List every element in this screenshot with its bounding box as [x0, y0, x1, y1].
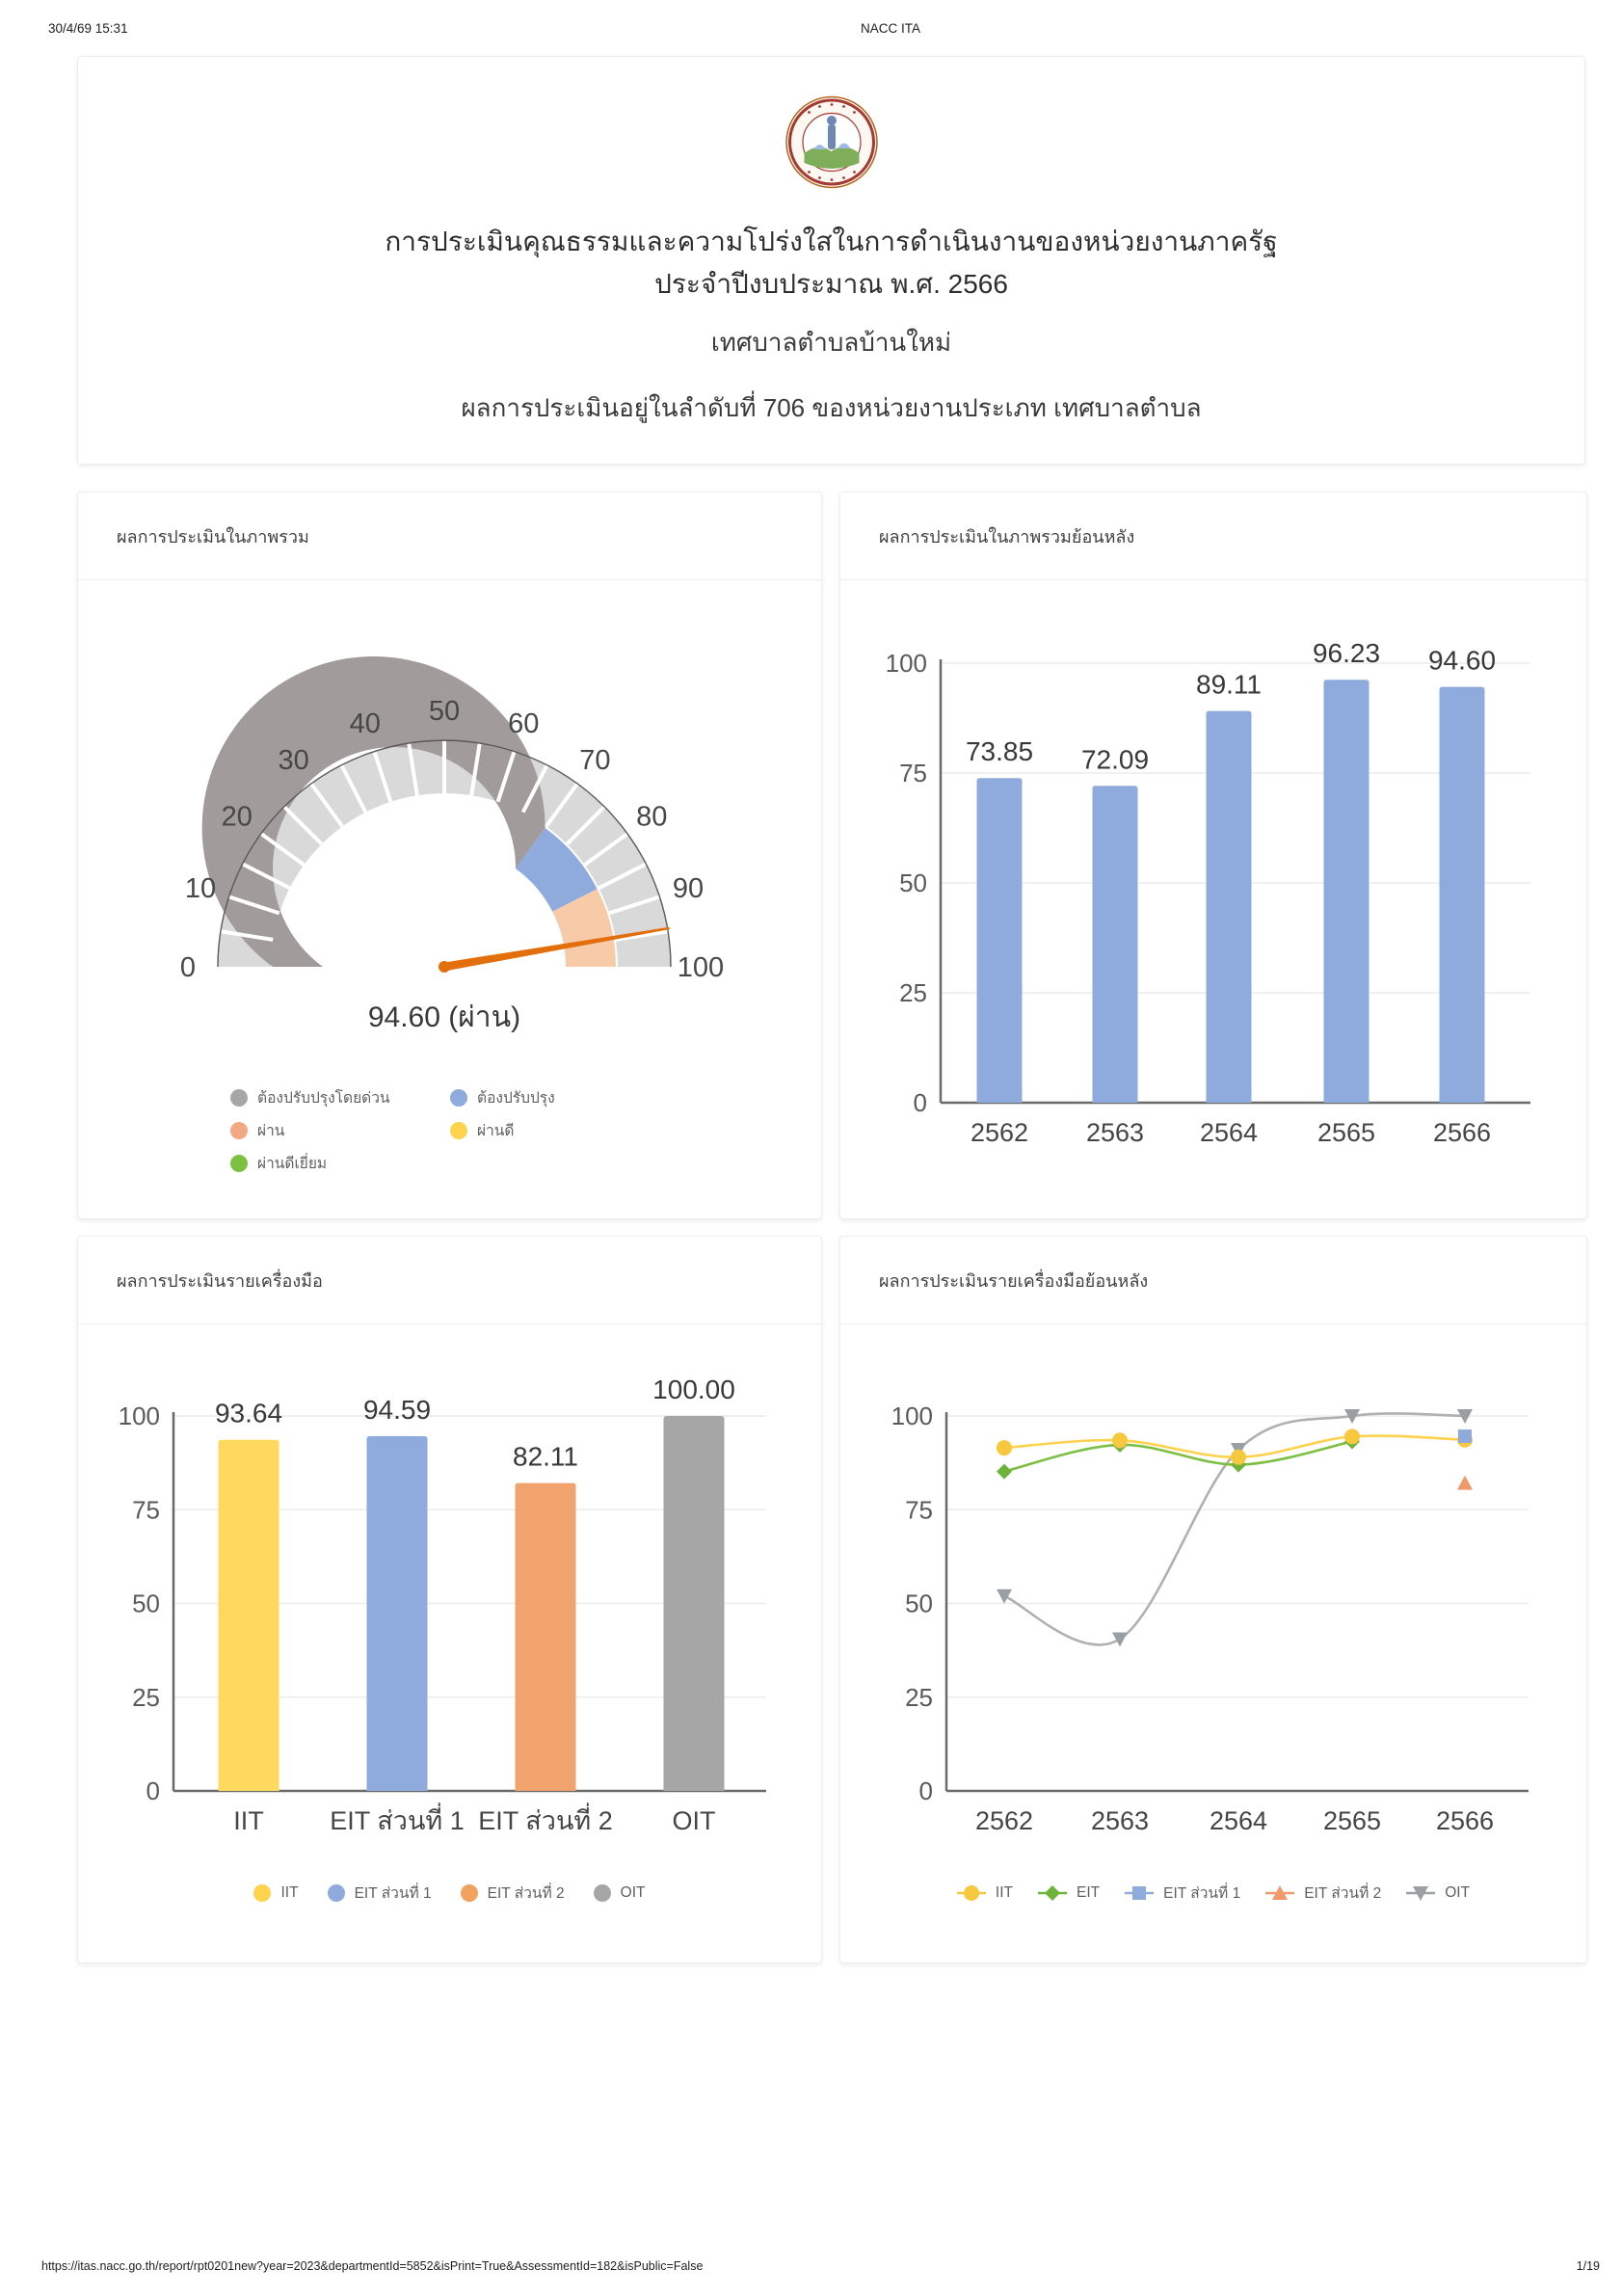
legend-label: EIT ส่วนที่ 2 — [487, 1885, 565, 1902]
x-category-label: 2565 — [1322, 1806, 1382, 1835]
legend-item — [1038, 1884, 1100, 1902]
bar-2563 — [1093, 786, 1138, 1103]
marker-EIT — [997, 1464, 1012, 1480]
legend-dot-icon — [230, 1089, 248, 1107]
panel-tools-result — [77, 1236, 822, 1963]
legend-dot-icon — [230, 1155, 248, 1172]
legend-label: EIT — [1077, 1883, 1101, 1901]
tools-history-line-chart — [840, 1325, 1586, 1962]
panel-tools-history — [839, 1236, 1587, 1963]
bar-2562 — [977, 778, 1023, 1103]
overall-history-bar-chart — [840, 581, 1586, 1218]
square-legend-glyph — [1132, 1886, 1146, 1900]
legend-label: IIT — [995, 1883, 1014, 1901]
legend-item — [1406, 1884, 1470, 1902]
y-tick-label: 100 — [885, 649, 927, 678]
gauge-scale-label: 80 — [636, 801, 668, 833]
bar-value-label: 72.09 — [1080, 744, 1150, 775]
legend-dot-icon — [450, 1089, 467, 1107]
y-tick-label: 25 — [905, 1682, 933, 1712]
assessment-title-line1: การประเมินคุณธรรมและความโปร่งใสในการดำเนินงานของหน่วยงานภาครัฐ — [385, 227, 1278, 256]
y-tick-label: 75 — [899, 759, 927, 788]
x-category-label: 2563 — [1090, 1806, 1150, 1835]
gauge-scale-label: 40 — [349, 708, 381, 740]
print-datetime: 30/4/69 15:31 — [48, 21, 128, 36]
legend-dot-icon — [328, 1884, 345, 1902]
legend-item — [957, 1884, 1013, 1902]
legend-label: ต้องปรับปรุงโดยด่วน — [257, 1090, 390, 1107]
panel-overall-result — [77, 492, 822, 1219]
y-tick-label: 75 — [132, 1495, 160, 1525]
legend-item — [230, 1118, 450, 1142]
panel-title: ผลการประเมินในภาพรวม — [78, 493, 821, 580]
x-category-label: 2562 — [974, 1806, 1034, 1835]
marker-IIT — [997, 1440, 1012, 1455]
legend-label: IIT — [280, 1883, 299, 1901]
panel-overall-history — [839, 492, 1587, 1219]
overall-gauge-chart — [78, 581, 821, 1102]
legend-item — [450, 1085, 670, 1109]
bar-IIT — [219, 1440, 279, 1791]
x-category-label: 2562 — [970, 1118, 1029, 1147]
legend-item — [594, 1884, 646, 1902]
legend-dot-icon — [461, 1884, 478, 1902]
y-tick-label: 0 — [913, 1088, 927, 1117]
legend-item — [253, 1884, 298, 1902]
marker-EIT ส่วนที่ 1 — [1458, 1429, 1472, 1443]
bar-2565 — [1324, 680, 1369, 1103]
bar-value-label: 73.85 — [965, 736, 1034, 767]
gauge-scale-label: 50 — [428, 696, 461, 727]
legend-item — [230, 1151, 450, 1175]
y-tick-label: 100 — [118, 1402, 160, 1430]
bar-2566 — [1440, 687, 1485, 1103]
gauge-scale-label: 70 — [579, 744, 611, 776]
rank-statement: ผลการประเมินอยู่ในลำดับที่ 706 ของหน่วยงานประเภท เทศบาลตำบล — [461, 393, 1202, 422]
x-category-label: EIT ส่วนที่ 1 — [330, 1806, 465, 1835]
marker-IIT — [1112, 1432, 1128, 1448]
y-tick-label: 0 — [146, 1776, 160, 1805]
gauge-scale-label: 90 — [672, 872, 705, 904]
panel-title: ผลการประเมินรายเครื่องมือย้อนหลัง — [840, 1237, 1586, 1324]
x-category-label: EIT ส่วนที่ 2 — [478, 1806, 613, 1835]
gauge-scale-label: 60 — [508, 708, 540, 740]
y-tick-label: 25 — [132, 1682, 160, 1712]
gauge-needle-pivot — [439, 961, 450, 973]
marker-IIT — [1344, 1428, 1360, 1444]
panel-title: ผลการประเมินรายเครื่องมือ — [78, 1237, 821, 1324]
legend-item — [1265, 1881, 1381, 1905]
y-tick-label: 50 — [899, 868, 927, 897]
tools-bar-chart — [78, 1325, 821, 1962]
x-category-label: 2564 — [1209, 1806, 1268, 1835]
legend-label: ผ่านดีเยี่ยม — [257, 1156, 328, 1172]
tools-legend — [78, 1881, 821, 1905]
diamond-legend-icon — [1038, 1885, 1067, 1901]
tools-history-legend — [840, 1881, 1586, 1905]
legend-item — [450, 1118, 670, 1142]
x-category-label: 2565 — [1316, 1118, 1376, 1147]
marker-OIT — [997, 1589, 1012, 1604]
bar-value-label: 96.23 — [1312, 638, 1381, 669]
x-category-label: 2566 — [1432, 1118, 1492, 1147]
bar-OIT — [664, 1416, 725, 1791]
bar-value-label: 100.00 — [652, 1375, 735, 1404]
marker-OIT — [1112, 1632, 1128, 1646]
y-tick-label: 25 — [899, 978, 927, 1007]
footer-page-number: 1/19 — [1576, 2259, 1600, 2273]
legend-label: ต้องปรับปรุง — [477, 1090, 555, 1107]
legend-label: OIT — [1445, 1883, 1471, 1901]
legend-label: ผ่าน — [257, 1123, 285, 1139]
legend-item — [328, 1881, 432, 1905]
legend-label: EIT ส่วนที่ 2 — [1304, 1885, 1382, 1902]
circle-legend-glyph — [964, 1885, 979, 1901]
legend-dot-icon — [594, 1884, 611, 1902]
bar-value-label: 94.60 — [1427, 645, 1497, 676]
triangle-up-legend-icon — [1265, 1885, 1294, 1901]
report-header-card — [77, 56, 1585, 465]
bar-value-label: 89.11 — [1196, 669, 1262, 700]
gauge-scale-label: 0 — [179, 952, 197, 983]
legend-label: EIT ส่วนที่ 1 — [1163, 1885, 1241, 1902]
bar-2564 — [1207, 711, 1252, 1103]
gauge-band — [202, 656, 545, 967]
y-tick-label: 0 — [918, 1776, 933, 1805]
assessment-title-line2: ประจำปีงบประมาณ พ.ศ. 2566 — [654, 269, 1008, 299]
gauge-value-label: 94.60 (ผ่าน) — [367, 1001, 521, 1033]
gauge-scale-label: 100 — [677, 952, 725, 983]
bar-value-label: 82.11 — [513, 1441, 578, 1472]
legend-item — [461, 1881, 565, 1905]
x-category-label: OIT — [672, 1806, 716, 1835]
legend-label: ผ่านดี — [477, 1123, 515, 1139]
gauge-legend — [230, 1085, 670, 1175]
print-page-title: NACC ITA — [861, 21, 921, 36]
triangle-down-legend-icon — [1406, 1885, 1435, 1901]
marker-EIT ส่วนที่ 2 — [1457, 1476, 1473, 1490]
legend-dot-icon — [230, 1122, 248, 1139]
panel-title: ผลการประเมินในภาพรวมย้อนหลัง — [840, 493, 1586, 580]
y-tick-label: 50 — [132, 1589, 160, 1618]
legend-label: OIT — [620, 1883, 646, 1901]
gauge-scale-label: 30 — [278, 744, 309, 776]
x-category-label: 2563 — [1085, 1118, 1145, 1147]
org-seal-logo — [784, 95, 878, 194]
legend-item — [1125, 1881, 1240, 1905]
square-legend-icon — [1125, 1885, 1154, 1901]
legend-label: EIT ส่วนที่ 1 — [354, 1885, 432, 1902]
y-tick-label: 75 — [905, 1495, 933, 1525]
gauge-scale-label: 10 — [184, 872, 217, 904]
bar-value-label: 93.64 — [214, 1398, 283, 1428]
organization-name: เทศบาลตำบลบ้านใหม่ — [710, 328, 952, 357]
diamond-legend-glyph — [1045, 1885, 1060, 1901]
bar-EIT ส่วนที่ 1 — [367, 1436, 428, 1791]
footer-url: https://itas.nacc.go.th/report/rpt0201new?year=2023&departmentId=5852&isPrint=True&AssessmentId=182&isPublic=False — [41, 2259, 704, 2273]
y-tick-label: 100 — [891, 1402, 933, 1430]
circle-legend-icon — [957, 1885, 986, 1901]
x-category-label: 2566 — [1435, 1806, 1495, 1835]
x-category-label: IIT — [233, 1806, 264, 1835]
legend-item — [230, 1085, 450, 1109]
legend-dot-icon — [450, 1122, 467, 1139]
bar-EIT ส่วนที่ 2 — [516, 1483, 576, 1791]
x-category-label: 2564 — [1199, 1118, 1259, 1147]
legend-dot-icon — [253, 1884, 271, 1902]
gauge-scale-label: 20 — [221, 801, 253, 833]
bar-value-label: 94.59 — [362, 1395, 432, 1426]
y-tick-label: 50 — [905, 1589, 933, 1618]
marker-IIT — [1231, 1450, 1246, 1465]
